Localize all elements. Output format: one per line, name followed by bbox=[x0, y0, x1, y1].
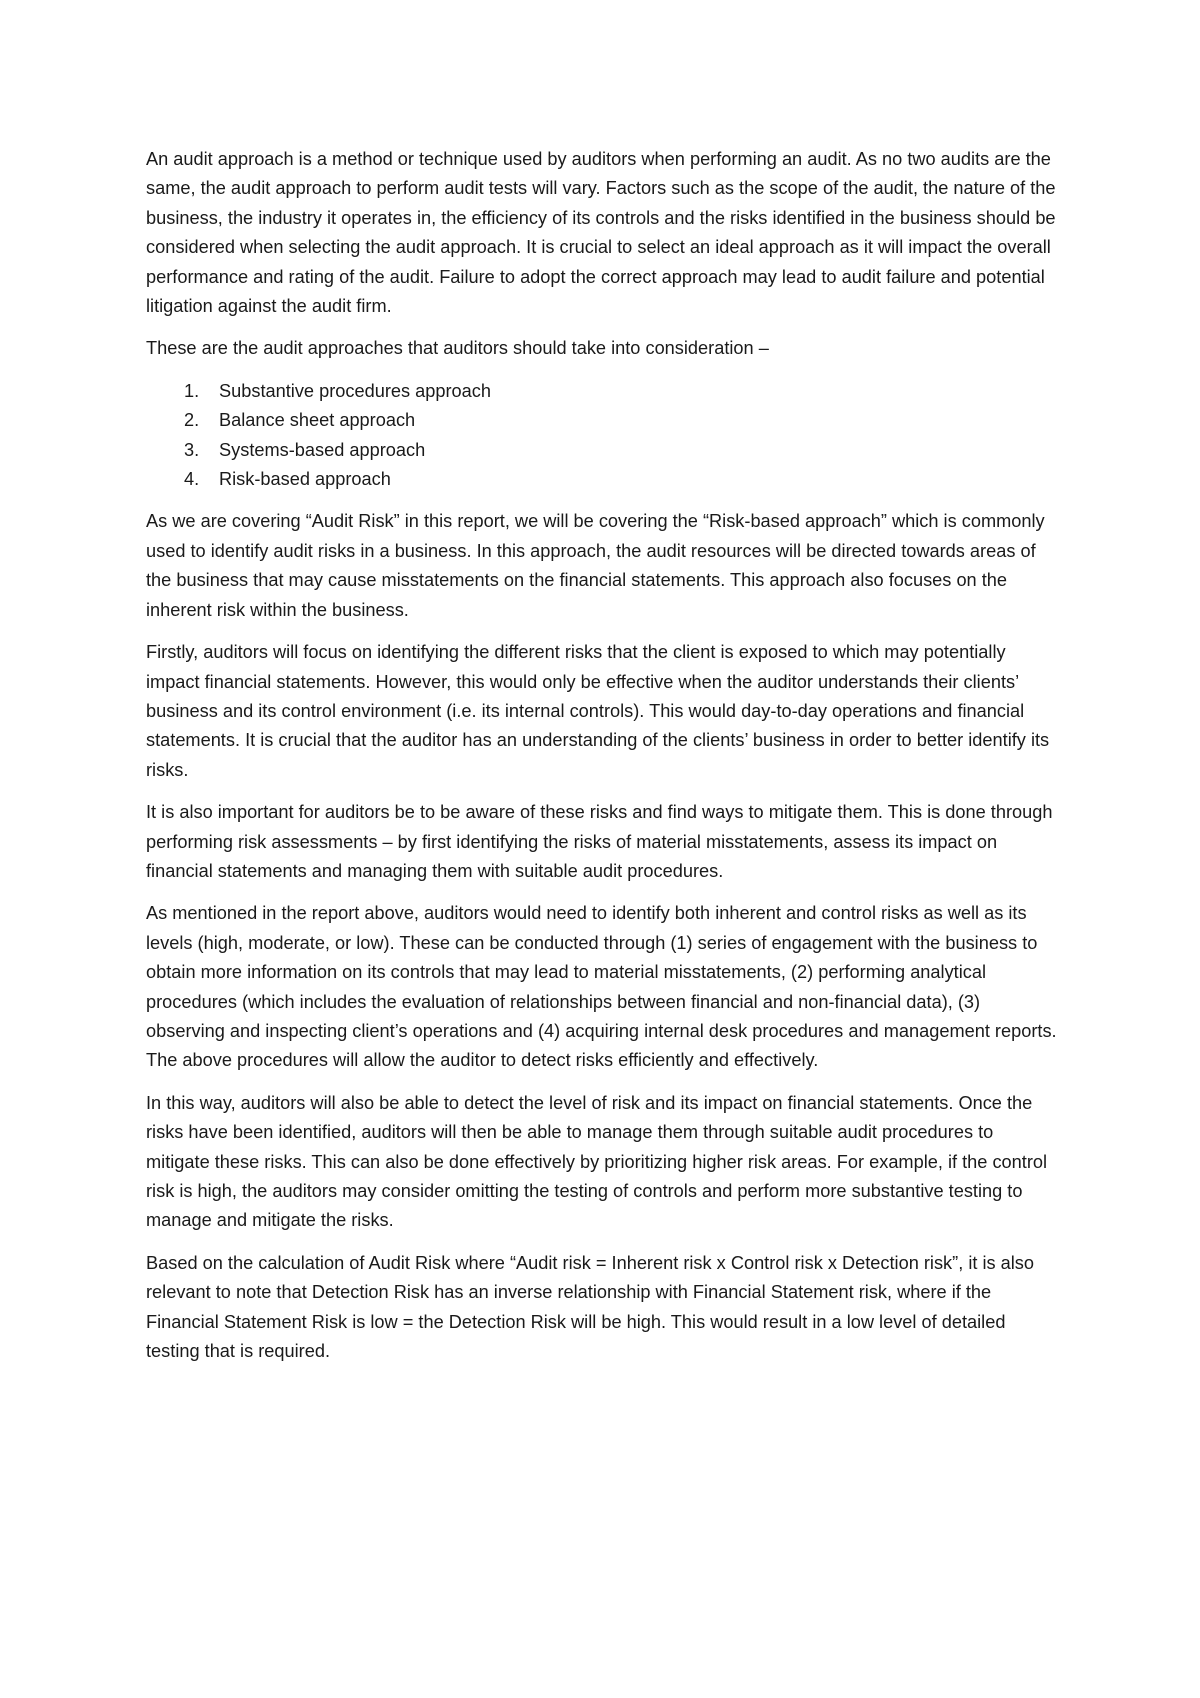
list-item-number: 4. bbox=[184, 469, 200, 490]
list-item-number: 3. bbox=[184, 439, 200, 460]
list-item bbox=[146, 377, 1061, 406]
paragraph-intro: An audit approach is a method or technique used by auditors when performing an audit. As no two audits are the same, the audit approach to perform audit tests will vary. Factors such as the scope of the audit, the nature of the business, the industry it operates in, the efficiency of its controls and the risks identified in the business should be considered when selecting the audit approach. It is crucial to select an ideal approach as it will impact the overall performance and rating of the audit. Failure to adopt the correct approach may lead to audit failure and potential litigation against the audit firm. bbox=[146, 149, 1056, 317]
paragraph-mitigation: It is also important for auditors be to be aware of these risks and find ways to mitigate them. This is done through performing risk assessments – by first identifying the risks of material misstatements, assess its impact on financial statements and managing them with suitable audit procedures. bbox=[146, 802, 1053, 881]
paragraph-procedures: As mentioned in the report above, auditors would need to identify both inherent and control risks as well as its levels (high, moderate, or low). These can be conducted through (1) series of engagement with the business to obtain more information on its controls that may lead to material misstatements, (2) performing analytical procedures (which includes the evaluation of relationships between financial and non-financial data), (3) observing and inspecting client’s operations and (4) acquiring internal desk procedures and management reports. The above procedures will allow the auditor to detect risks efficiently and effectively. bbox=[146, 903, 1057, 1071]
paragraph-audit-risk-formula: Based on the calculation of Audit Risk where “Audit risk = Inherent risk x Control risk x Detection risk”, it is also relevant to note that Detection Risk has an inverse relationship with Financial Statement risk, where if the Financial Statement Risk is low = the Detection Risk will be high. This would result in a low level of detailed testing that is required. bbox=[146, 1252, 1035, 1362]
list-item-text: Systems-based approach bbox=[219, 439, 426, 460]
list-item-text: Substantive procedures approach bbox=[219, 380, 491, 401]
list-item-text: Balance sheet approach bbox=[219, 410, 416, 431]
paragraph-approaches-lead: These are the audit approaches that auditors should take into consideration – bbox=[146, 338, 769, 359]
list-item bbox=[146, 436, 1061, 465]
approach-list bbox=[146, 377, 1061, 495]
document-body bbox=[146, 145, 1061, 1379]
paragraph-risk-based: As we are covering “Audit Risk” in this report, we will be covering the “Risk-based approach” which is commonly used to identify audit risks in a business. In this approach, the audit resources will be directed towards areas of the business that may cause misstatements on the financial statements. This approach also focuses on the inherent risk within the business. bbox=[146, 511, 1045, 620]
list-item-number: 2. bbox=[184, 410, 200, 431]
list-item bbox=[146, 406, 1061, 435]
list-item-text: Risk-based approach bbox=[219, 469, 391, 490]
list-item bbox=[146, 465, 1061, 494]
paragraph-identifying-risks: Firstly, auditors will focus on identifying the different risks that the client is exposed to which may potentially impact financial statements. However, this would only be effective when the auditor understands their clients’ business and its control environment (i.e. its internal controls). This would day-to-day operations and financial statements. It is crucial that the auditor has an understanding of the clients’ business in order to better identify its risks. bbox=[146, 642, 1050, 780]
list-item-number: 1. bbox=[184, 380, 200, 401]
paragraph-detection: In this way, auditors will also be able to detect the level of risk and its impact on financial statements. Once the risks have been identified, auditors will then be able to manage them through suitable audit procedures to mitigate these risks. This can also be done effectively by prioritizing higher risk areas. For example, if the control risk is high, the auditors may consider omitting the testing of controls and perform more substantive testing to manage and mitigate the risks. bbox=[146, 1092, 1048, 1231]
